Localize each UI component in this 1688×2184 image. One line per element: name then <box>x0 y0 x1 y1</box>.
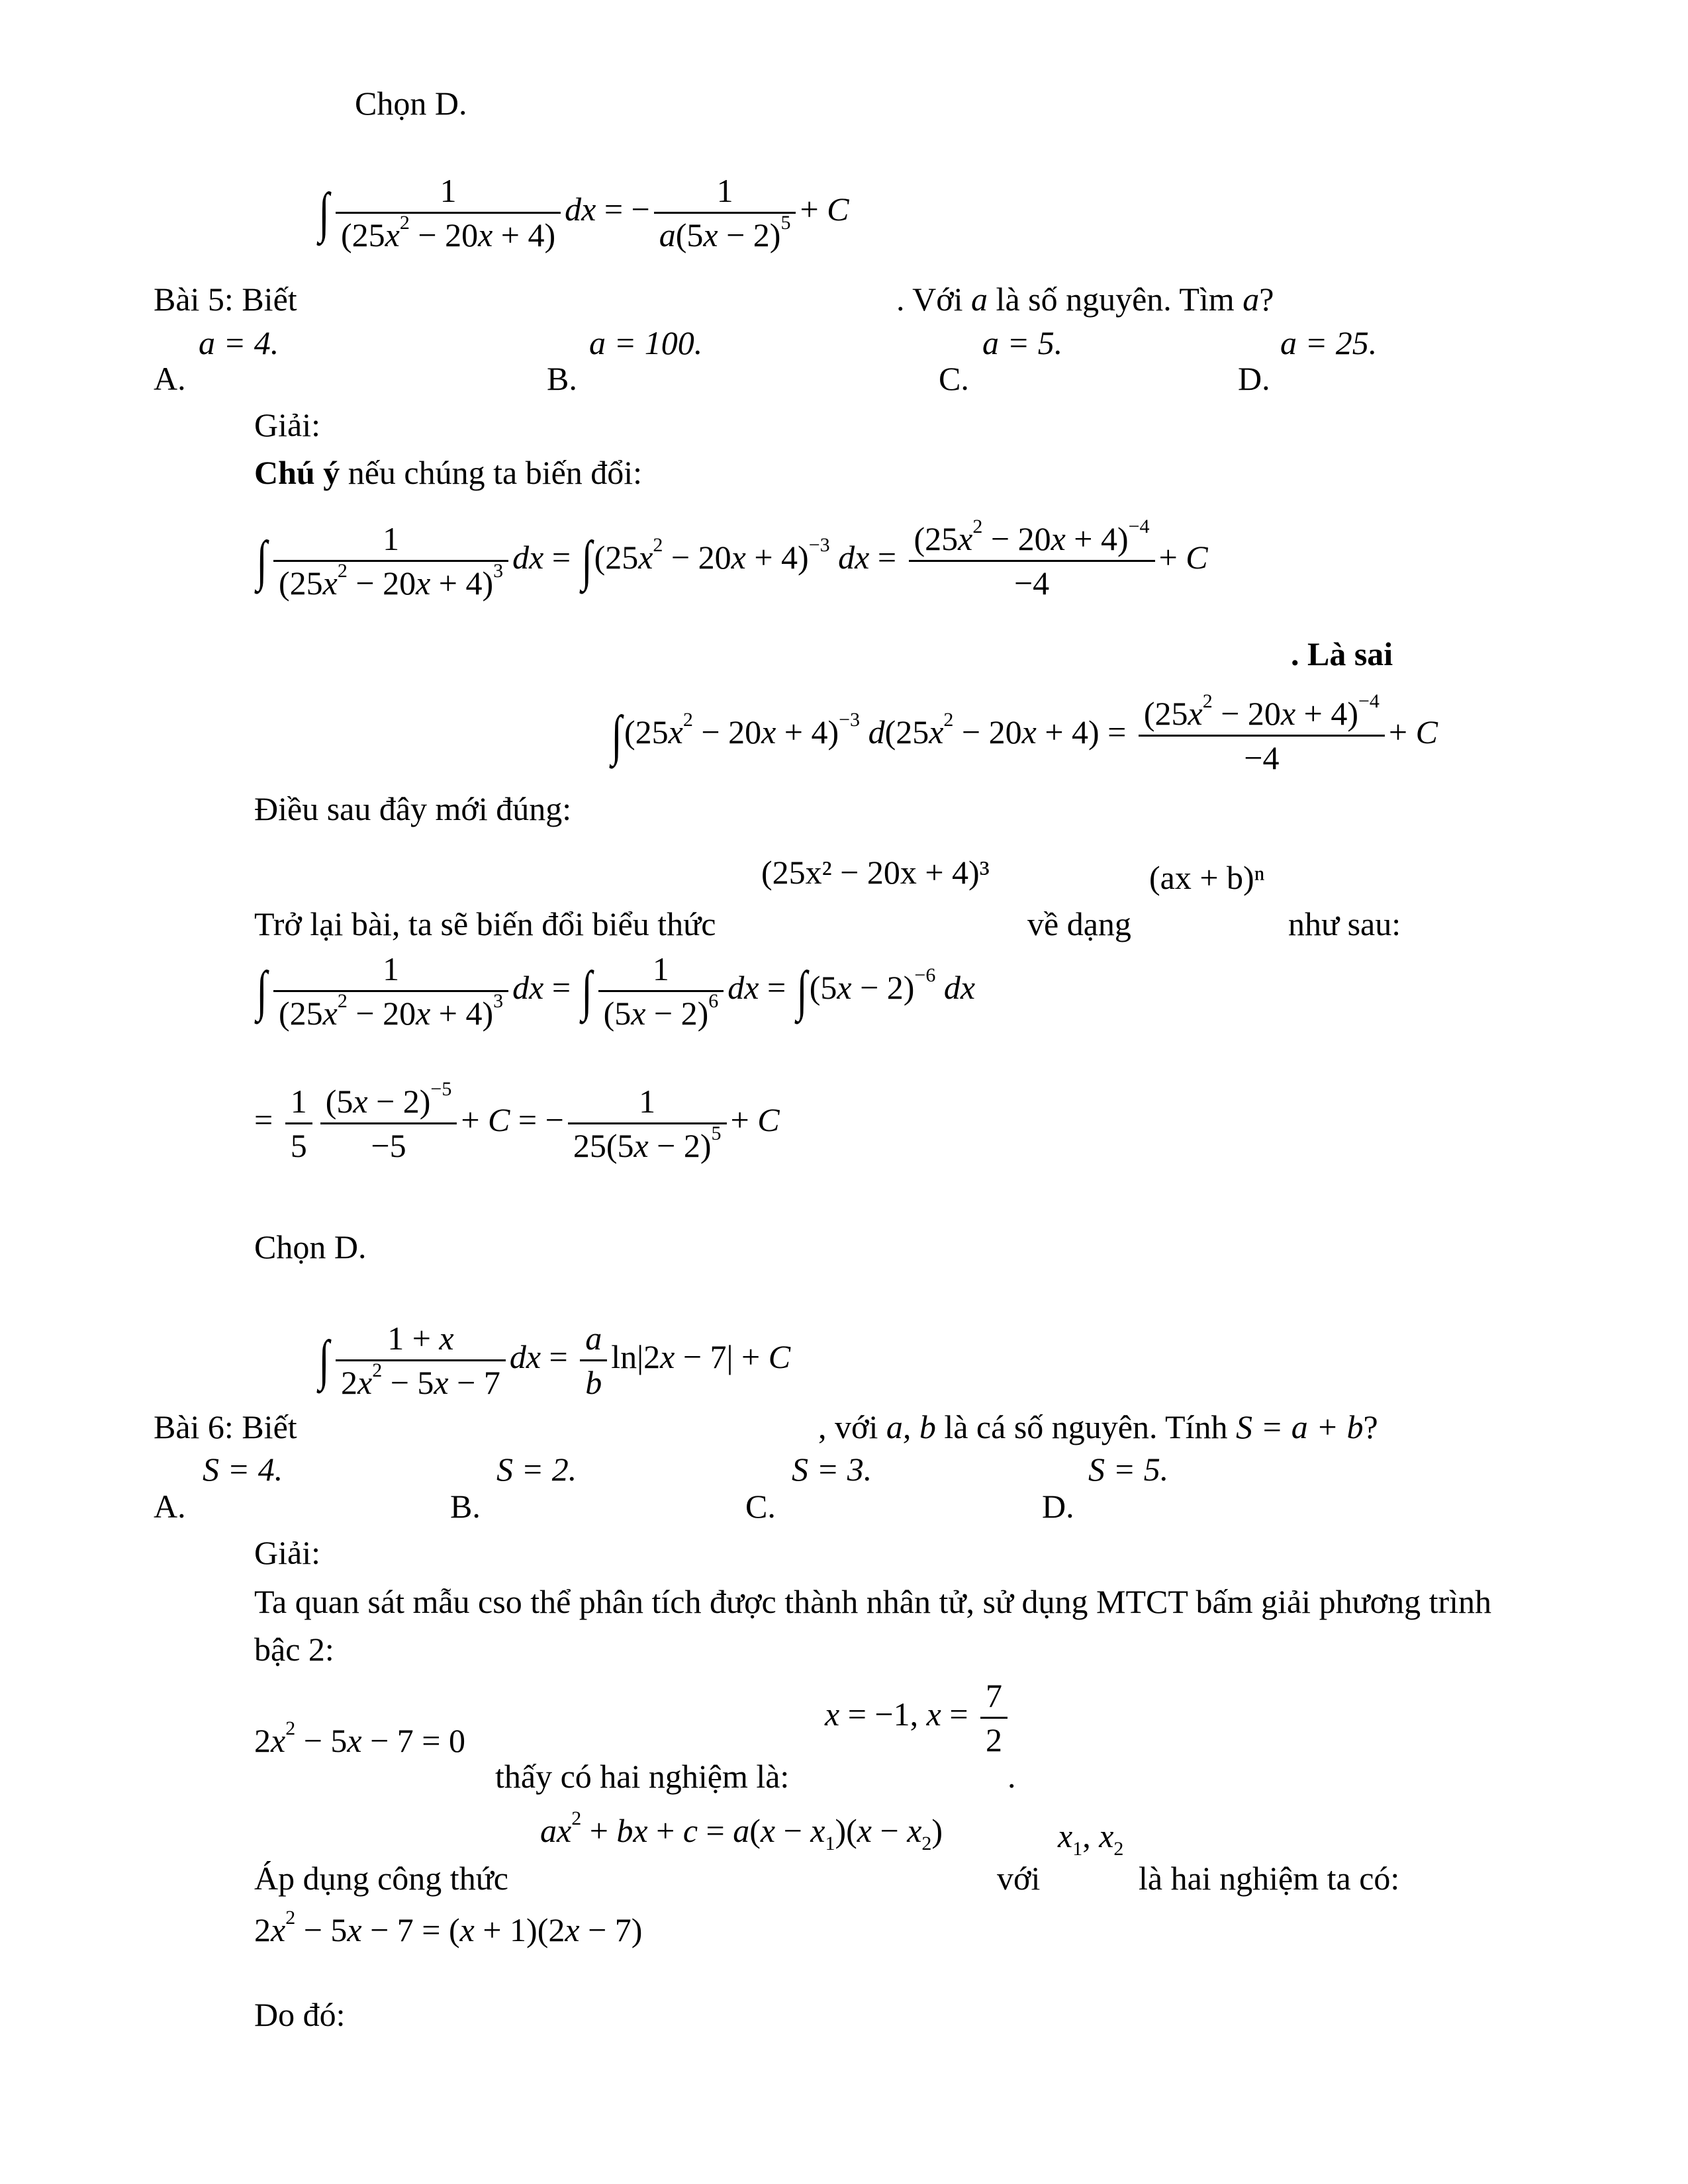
bai5-dieu-sau: Điều sau đây mới đúng: <box>254 790 572 827</box>
bai5-tro-lai-1: Trở lại bài, ta sẽ biến đổi biểu thức <box>254 905 716 942</box>
bai6-ap-dung-3: là hai nghiệm ta có: <box>1139 1860 1400 1897</box>
bai6-option-a-letter: A. <box>154 1488 186 1525</box>
bai6-factored: $2x^2 - 5x - 7 = (x + 1)(2x - 7)$ <box>254 1907 643 1948</box>
bai5-expr-label: (25x² − 20x + 4)³ <box>761 854 990 891</box>
bai5-option-b-letter: B. <box>547 360 577 397</box>
bai6-giai: Giải: <box>254 1534 320 1571</box>
bai6-thay-co: thấy có hai nghiệm là: <box>495 1758 790 1795</box>
bai5-la-sai: . Là sai <box>1291 635 1393 672</box>
bai6-do-do: Do đó: <box>254 1996 346 2033</box>
bai5-option-a-value: a = 4. <box>199 324 279 361</box>
bai6-option-b-letter: B. <box>450 1488 481 1525</box>
bai6-quan-sat-2: bậc 2: <box>254 1631 334 1668</box>
bai6-option-c-letter: C. <box>745 1488 776 1525</box>
bai6-prefix: Bài 6: Biết <box>154 1408 297 1445</box>
bai5-integral-formula: ∫ $\frac{1}{(25x^2 - 20x + 4)}$ dx = − $\frac{1}{a(5x - 2)^5}$ + C <box>316 169 849 256</box>
bai6-period: . <box>1008 1758 1016 1795</box>
bai6-option-d-value: S = 5. <box>1088 1451 1169 1488</box>
bai5-prefix: Bài 5: Biết <box>154 281 297 318</box>
bai5-form-label: (ax + b)ⁿ <box>1149 859 1265 896</box>
bai5-option-b-value: a = 100. <box>589 324 703 361</box>
bai6-roots-label: $x_1$, $x_2$ <box>1058 1817 1124 1860</box>
bai6-option-d-letter: D. <box>1042 1488 1074 1525</box>
chon-d-text: Chọn D. <box>355 85 467 122</box>
bai5-chon-d: Chọn D. <box>254 1228 367 1265</box>
bai5-giai: Giải: <box>254 406 320 443</box>
bai5-question: . Với a là số nguyên. Tìm a? <box>896 281 1274 318</box>
bai6-factor-formula: $ax^2$ + bx + $c = a(x - x_1)(x - x_2)$ <box>540 1807 943 1854</box>
bai6-option-c-value: S = 3. <box>792 1451 872 1488</box>
bai5-option-d-letter: D. <box>1238 360 1270 397</box>
bai5-option-c-letter: C. <box>939 360 969 397</box>
bai5-chu-y: Chú ý nếu chúng ta biến đổi: <box>254 454 643 491</box>
bai6-option-b-value: S = 2. <box>496 1451 577 1488</box>
bai5-wrong-transform: ∫ $\frac{1}{(25x^2 - 20x + 4)^3}$ dx = $\int(25x^2 - 20x + 4)^{-3}$ dx = $\frac{(25x^2 - 20x + 4)^{-4}}{-4}$ + C <box>256 516 1208 602</box>
bai5-transform-step2: = $\frac{1}{5}$ $\frac{(5x - 2)^{-5}}{-5}$ + C = − $\frac{1}{25(5x - 2)^5}$ + C <box>254 1078 780 1164</box>
bai6-integral-formula: ∫ $\frac{1 + x}{2x^2 - 5x - 7}$ dx = $\frac{a}{b}$ ln|2x − 7| + C <box>316 1317 790 1404</box>
bai6-equation: $2x^2 - 5x - 7 = 0$ <box>254 1717 466 1759</box>
bai5-correct-transform: $\int(25x^2 - 20x + 4)^{-3}$ $d(25x^2 - 20x + 4)$ = $\frac{(25x^2 - 20x + 4)^{-4}}{-4}$ + C <box>611 690 1438 776</box>
bai6-question: , với a, b là cá số nguyên. Tính S = a + b? <box>818 1408 1378 1445</box>
bai6-ap-dung-1: Áp dụng công thức <box>254 1860 508 1897</box>
bai6-roots: x = −1, x = $\frac{7}{2}$ <box>825 1674 1011 1761</box>
bai6-quan-sat-1: Ta quan sát mẫu cso thể phân tích được thành nhân tử, sử dụng MTCT bấm giải phương trình <box>254 1583 1492 1620</box>
bai5-option-c-value: a = 5. <box>982 324 1063 361</box>
bai5-option-d-value: a = 25. <box>1280 324 1378 361</box>
bai5-tro-lai-2: về dạng <box>1027 905 1131 942</box>
bai6-ap-dung-2: với <box>997 1860 1041 1897</box>
bai5-tro-lai-3: như sau: <box>1288 905 1401 942</box>
bai5-option-a-letter: A. <box>154 360 186 397</box>
bai5-transform-step1: ∫ $\frac{1}{(25x^2 - 20x + 4)^3}$ dx = ∫ $\frac{1}{(5x - 2)^6}$ dx = $\int(5x - 2)^{-6}$ dx <box>254 948 975 1034</box>
bai6-option-a-value: S = 4. <box>203 1451 283 1488</box>
